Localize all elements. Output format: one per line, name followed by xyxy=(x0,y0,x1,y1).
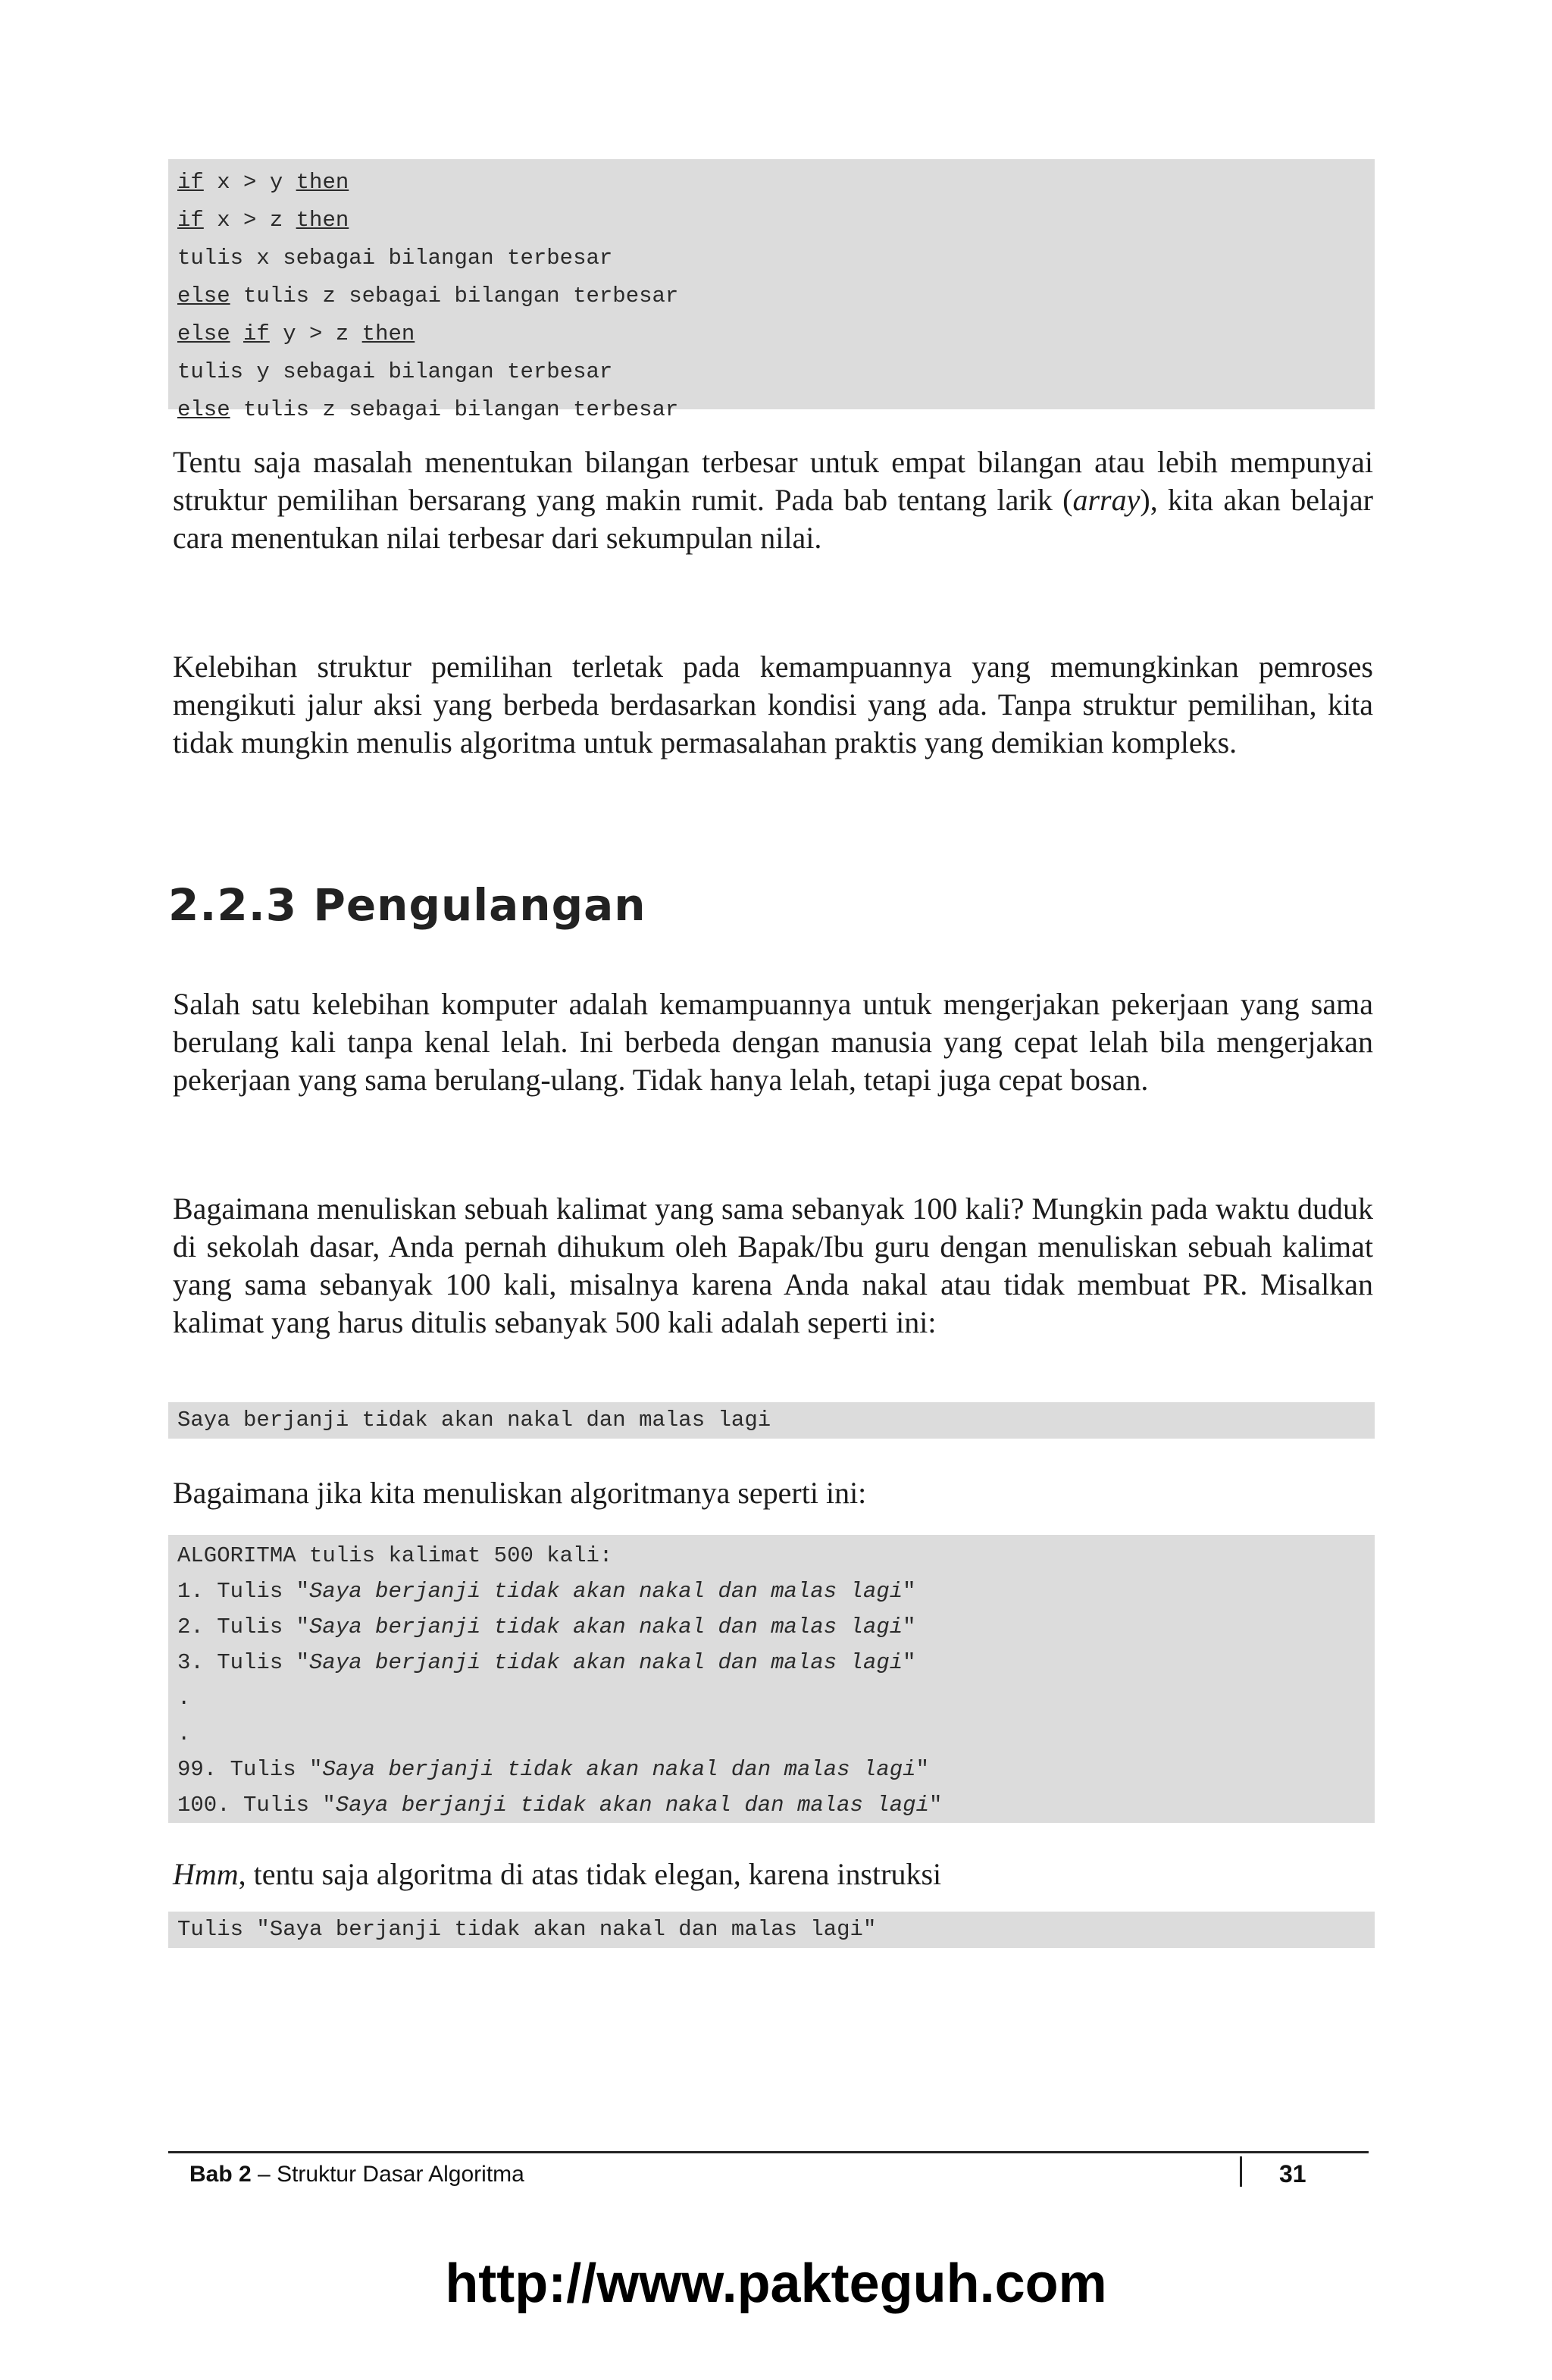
code-line xyxy=(177,1645,1366,1680)
text-run: 1. Tulis " xyxy=(177,1579,310,1604)
code-keyword: else xyxy=(177,397,230,422)
text-run: Tentu saja masalah menentukan bilangan terbesar untuk empat bilangan atau lebih mempunyai struktur pemilihan bersarang yang makin rumit. Pada bab tentang larik ( xyxy=(173,445,1373,517)
text-run: ALGORITMA tulis kalimat 500 kali: xyxy=(177,1543,613,1568)
paragraph-computer-advantage: Salah satu kelebihan komputer adalah kemampuannya untuk mengerjakan pekerjaan yang sama berulang kali tanpa kenal lelah. Ini berbeda dengan manusia yang cepat lelah bila mengerjakan pekerjaan yang sama berulang-ulang. Tidak hanya lelah, tetapi juga cepat bosan. xyxy=(173,987,1373,1097)
paragraph-not-elegant xyxy=(173,1855,1373,1893)
footer-chapter-title: Struktur Dasar Algoritma xyxy=(277,2162,524,2187)
code-instruction: Tulis "Saya berjanji tidak akan nakal dan malas lagi" xyxy=(168,1912,1375,1948)
italic-text: Saya berjanji tidak akan nakal dan malas lagi xyxy=(309,1579,903,1604)
code-line xyxy=(177,1752,1366,1787)
italic-text: array xyxy=(1072,483,1141,517)
code-line xyxy=(177,391,1366,429)
code-line xyxy=(177,202,1366,240)
code-line xyxy=(177,277,1366,315)
code-line xyxy=(177,1609,1366,1645)
code-line xyxy=(177,240,1366,277)
italic-text: Saya berjanji tidak akan nakal dan malas lagi xyxy=(309,1614,903,1639)
text-run: " xyxy=(903,1579,916,1604)
website-url: http://www.pakteguh.com xyxy=(445,2253,1107,2314)
text-run: tulis z sebagai bilangan terbesar xyxy=(230,283,679,308)
text-run: y > z xyxy=(269,321,362,346)
paragraph-nested-selection xyxy=(173,443,1373,557)
code-line xyxy=(177,1680,1366,1716)
italic-text: Saya berjanji tidak akan nakal dan malas lagi xyxy=(309,1650,903,1675)
text-run: " xyxy=(903,1650,916,1675)
text-run: " xyxy=(915,1757,929,1782)
footer-page-tick xyxy=(1240,2156,1242,2187)
code-line xyxy=(177,353,1366,391)
code-line xyxy=(177,1787,1366,1823)
text-run: 3. Tulis " xyxy=(177,1650,310,1675)
paragraph-algorithm-intro: Bagaimana jika kita menuliskan algoritmanya seperti ini: xyxy=(173,1476,867,1510)
text-run: ), kita akan belajar cara menentukan nilai terbesar dari sekumpulan nilai. xyxy=(173,483,1373,555)
footer-rule xyxy=(168,2151,1369,2153)
code-block-algorithm xyxy=(168,1535,1375,1823)
text-run xyxy=(230,321,243,346)
text-run: . xyxy=(177,1686,191,1711)
text-run: x > z xyxy=(203,208,296,233)
text-run: . xyxy=(177,1721,191,1746)
text-run: " xyxy=(903,1614,916,1639)
code-keyword: if xyxy=(177,170,204,195)
text-run: tulis x sebagai bilangan terbesar xyxy=(177,246,613,271)
text-run: " xyxy=(928,1793,943,1818)
text-run: tulis z sebagai bilangan terbesar xyxy=(230,397,679,422)
code-line xyxy=(177,164,1366,202)
text-run: 2. Tulis " xyxy=(177,1614,310,1639)
code-line xyxy=(177,1716,1366,1752)
code-keyword: then xyxy=(296,170,349,195)
italic-text: Saya berjanji tidak akan nakal dan malas lagi xyxy=(322,1757,916,1782)
code-keyword: else xyxy=(177,321,230,346)
code-sentence: Saya berjanji tidak akan nakal dan malas lagi xyxy=(168,1402,1375,1439)
page-number: 31 xyxy=(1279,2160,1306,2187)
paragraph-write-100-times: Bagaimana menuliskan sebuah kalimat yang sama sebanyak 100 kali? Mungkin pada waktu duduk di sekolah dasar, Anda pernah dihukum oleh Bapak/Ibu guru dengan menuliskan sebuah kalimat yang sama sebanyak 100 kali, misalnya karena Anda nakal atau tidak membuat PR. Misalkan kalimat yang harus ditulis sebanyak 500 kali adalah seperti ini: xyxy=(173,1192,1373,1339)
code-keyword: else xyxy=(177,283,230,308)
section-heading: 2.2.3 Pengulangan xyxy=(168,879,646,931)
paragraph-selection-advantage: Kelebihan struktur pemilihan terletak pada kemampuannya yang memungkinkan pemroses mengikuti jalur aksi yang berbeda berdasarkan kondisi yang ada. Tanpa struktur pemilihan, kita tidak mungkin menulis algoritma untuk permasalahan praktis yang demikian kompleks. xyxy=(173,650,1373,759)
text-run: 100. Tulis " xyxy=(177,1793,336,1818)
footer-chapter-number: Bab 2 xyxy=(189,2162,252,2187)
footer-chapter xyxy=(189,2162,524,2187)
code-keyword: then xyxy=(296,208,349,233)
text-run: x > y xyxy=(203,170,296,195)
code-keyword: if xyxy=(243,321,270,346)
italic-text: Hmm xyxy=(173,1857,239,1891)
italic-text: Saya berjanji tidak akan nakal dan malas lagi xyxy=(335,1793,929,1818)
code-keyword: if xyxy=(177,208,204,233)
code-line xyxy=(177,1574,1366,1609)
code-line xyxy=(177,1538,1366,1574)
code-line xyxy=(177,315,1366,353)
text-run: , tentu saja algoritma di atas tidak elegan, karena instruksi xyxy=(238,1857,942,1891)
text-run: 99. Tulis " xyxy=(177,1757,323,1782)
code-keyword: then xyxy=(361,321,415,346)
code-block-nested-if xyxy=(168,159,1375,422)
text-run: tulis y sebagai bilangan terbesar xyxy=(177,359,613,384)
footer-separator: – xyxy=(251,2162,277,2187)
